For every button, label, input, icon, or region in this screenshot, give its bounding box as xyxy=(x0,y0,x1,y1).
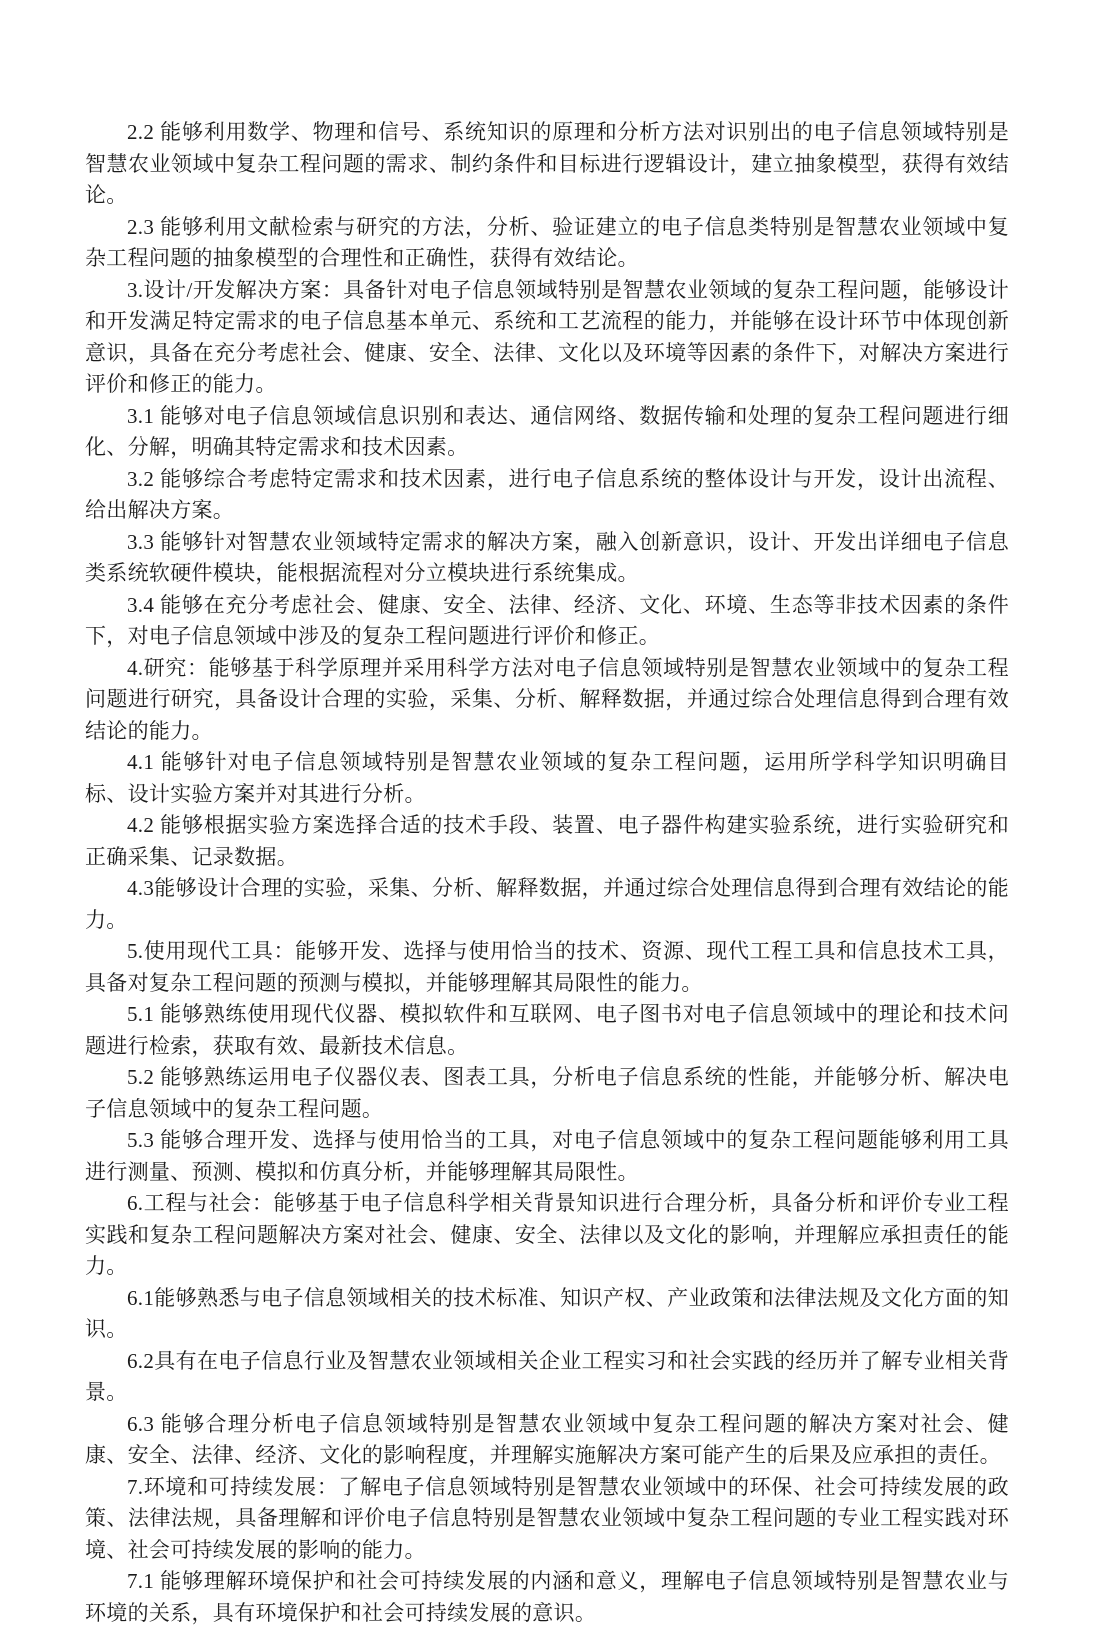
paragraph-3.3: 3.3 能够针对智慧农业领域特定需求的解决方案，融入创新意识，设计、开发出详细电子信息类系统软硬件模块，能根据流程对分立模块进行系统集成。 xyxy=(85,529,1009,585)
paragraph-3.4: 3.4 能够在充分考虑社会、健康、安全、法律、经济、文化、环境、生态等非技术因素的条件下，对电子信息领域中涉及的复杂工程问题进行评价和修正。 xyxy=(85,592,1009,648)
paragraph-5.2: 5.2 能够熟练运用电子仪器仪表、图表工具，分析电子信息系统的性能，并能够分析、解决电子信息领域中的复杂工程问题。 xyxy=(85,1065,1009,1121)
paragraph-4.2: 4.2 能够根据实验方案选择合适的技术手段、装置、电子器件构建实验系统，进行实验研究和正确采集、记录数据。 xyxy=(85,813,1009,869)
paragraph-6.1: 6.1能够熟悉与电子信息领域相关的技术标准、知识产权、产业政策和法律法规及文化方面的知识。 xyxy=(85,1285,1009,1341)
document-body xyxy=(85,117,1009,1629)
paragraph-2.2: 2.2 能够利用数学、物理和信号、系统知识的原理和分析方法对识别出的电子信息领域特别是智慧农业领域中复杂工程问题的需求、制约条件和目标进行逻辑设计，建立抽象模型，获得有效结论。 xyxy=(85,120,1009,207)
paragraph-7: 7.环境和可持续发展：了解电子信息领域特别是智慧农业领域中的环保、社会可持续发展的政策、法律法规，具备理解和评价电子信息特别是智慧农业领域中复杂工程问题的专业工程实践对环境、社会可持续发展的影响的能力。 xyxy=(85,1474,1009,1562)
paragraph-4: 4.研究：能够基于科学原理并采用科学方法对电子信息领域特别是智慧农业领域中的复杂工程问题进行研究，具备设计合理的实验，采集、分析、解释数据，并通过综合处理信息得到合理有效结论的能力。 xyxy=(85,655,1009,743)
paragraph-5: 5.使用现代工具：能够开发、选择与使用恰当的技术、资源、现代工程工具和信息技术工具，具备对复杂工程问题的预测与模拟，并能够理解其局限性的能力。 xyxy=(85,939,1009,995)
paragraph-2.3: 2.3 能够利用文献检索与研究的方法，分析、验证建立的电子信息类特别是智慧农业领域中复杂工程问题的抽象模型的合理性和正确性，获得有效结论。 xyxy=(85,214,1009,270)
paragraph-4.3: 4.3能够设计合理的实验，采集、分析、解释数据，并通过综合处理信息得到合理有效结论的能力。 xyxy=(85,876,1009,932)
paragraph-3.2: 3.2 能够综合考虑特定需求和技术因素，进行电子信息系统的整体设计与开发，设计出流程、给出解决方案。 xyxy=(85,466,1009,522)
paragraph-4.1: 4.1 能够针对电子信息领域特别是智慧农业领域的复杂工程问题，运用所学科学知识明确目标、设计实验方案并对其进行分析。 xyxy=(85,750,1009,806)
paragraph-3.1: 3.1 能够对电子信息领域信息识别和表达、通信网络、数据传输和处理的复杂工程问题进行细化、分解，明确其特定需求和技术因素。 xyxy=(85,403,1009,459)
paragraph-5.3: 5.3 能够合理开发、选择与使用恰当的工具，对电子信息领域中的复杂工程问题能够利用工具进行测量、预测、模拟和仿真分析，并能够理解其局限性。 xyxy=(85,1128,1009,1184)
paragraph-6.3: 6.3 能够合理分析电子信息领域特别是智慧农业领域中复杂工程问题的解决方案对社会、健康、安全、法律、经济、文化的影响程度，并理解实施解决方案可能产生的后果及应承担的责任。 xyxy=(85,1411,1009,1467)
paragraph-6.2: 6.2具有在电子信息行业及智慧农业领域相关企业工程实习和社会实践的经历并了解专业相关背景。 xyxy=(85,1348,1009,1404)
paragraph-3: 3.设计/开发解决方案：具备针对电子信息领域特别是智慧农业领域的复杂工程问题，能够设计和开发满足特定需求的电子信息基本单元、系统和工艺流程的能力，并能够在设计环节中体现创新意识，具备在充分考虑社会、健康、安全、法律、文化以及环境等因素的条件下，对解决方案进行评价和修正的能力。 xyxy=(85,277,1009,396)
paragraph-6: 6.工程与社会：能够基于电子信息科学相关背景知识进行合理分析，具备分析和评价专业工程实践和复杂工程问题解决方案对社会、健康、安全、法律以及文化的影响，并理解应承担责任的能力。 xyxy=(85,1191,1009,1278)
paragraph-5.1: 5.1 能够熟练使用现代仪器、模拟软件和互联网、电子图书对电子信息领域中的理论和技术问题进行检索，获取有效、最新技术信息。 xyxy=(85,1002,1009,1058)
paragraph-7.1: 7.1 能够理解环境保护和社会可持续发展的内涵和意义，理解电子信息领域特别是智慧农业与环境的关系，具有环境保护和社会可持续发展的意识。 xyxy=(85,1569,1009,1625)
